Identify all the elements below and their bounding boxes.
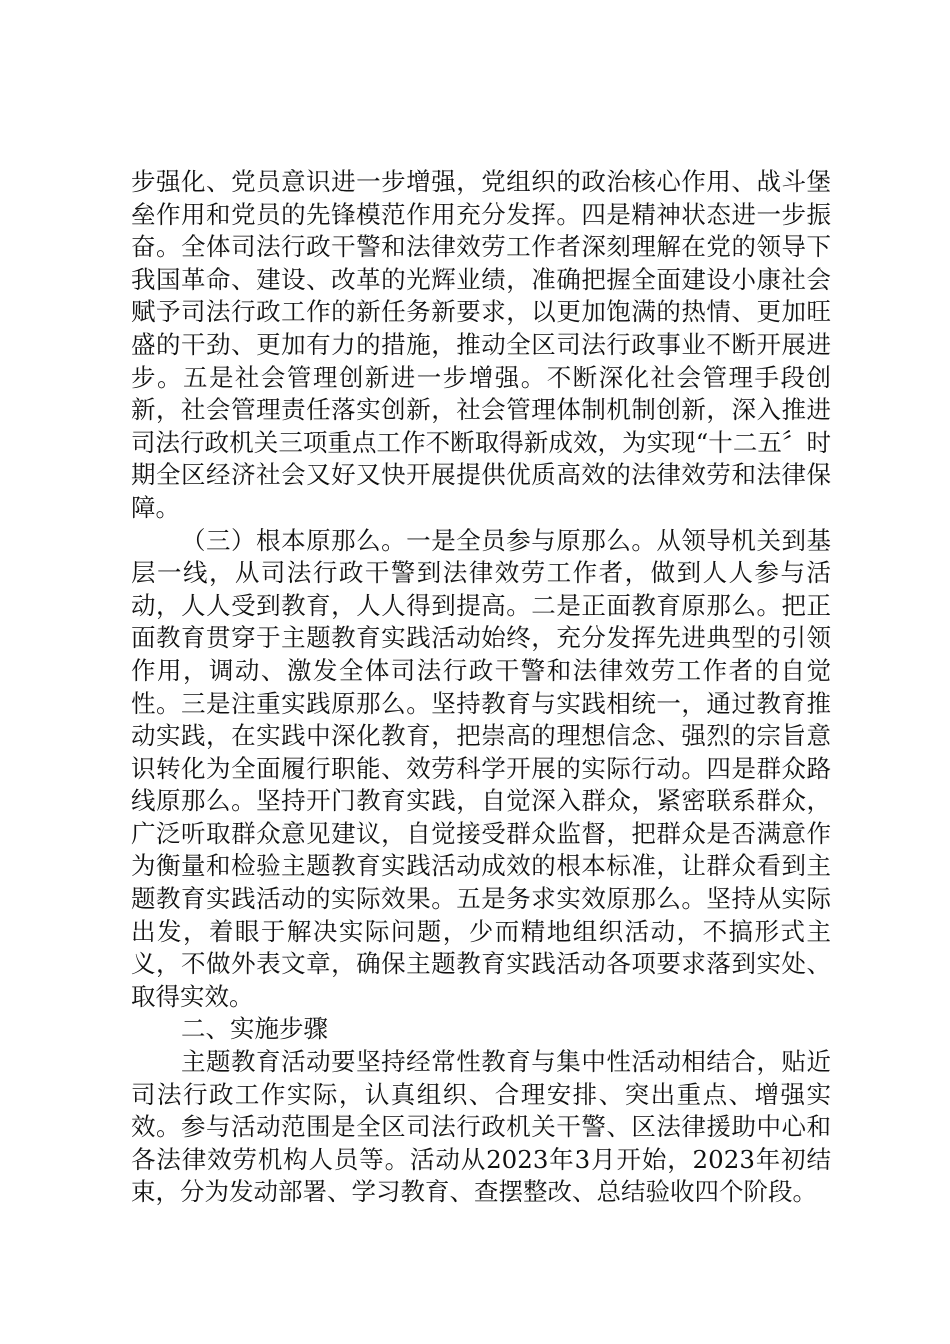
paragraph-continuation: 步强化、党员意识进一步增强，党组织的政治核心作用、战斗堡垒作用和党员的先锋模范作用充分发挥。四是精神状态进一步振奋。全体司法行政干警和法律效劳工作者深刻理解在党的领导下我国革命、建设、改革的光辉业绩，准确把握全面建设小康社会赋予司法行政工作的新任务新要求，以更加饱满的热情、更加旺盛的干劲、更加有力的措施，推动全区司法行政事业不断开展进步。五是社会管理创新进一步增强。不断深化社会管理手段创新，社会管理责任落实创新，社会管理体制机制创新，深入推进司法行政机关三项重点工作不断取得新成效，为实现“十二五〞时期全区经济社会又好又快开展提供优质高效的法律效劳和法律保障。 <box>131 167 831 522</box>
paragraph-implementation-overview: 主题教育活动要坚持经常性教育与集中性活动相结合，贴近司法行政工作实际，认真组织、合理安排、突出重点、增强实效。参与活动范围是全区司法行政机关干警、区法律援助中心和各法律效劳机构人员等。活动从2023年3月开始，2023年初结束，分为发动部署、学习教育、查摆整改、总结验收四个阶段。 <box>131 1047 831 1207</box>
paragraph-basic-principles: （三）根本原那么。一是全员参与原那么。从领导机关到基层一线，从司法行政干警到法律效劳工作者，做到人人参与活动，人人受到教育，人人得到提高。二是正面教育原那么。把正面教育贯穿于主题教育实践活动始终，充分发挥先进典型的引领作用，调动、激发全体司法行政干警和法律效劳工作者的自觉性。三是注重实践原那么。坚持教育与实践相统一，通过教育推动实践，在实践中深化教育，把崇高的理想信念、强烈的宗旨意识转化为全面履行职能、效劳科学开展的实际行动。四是群众路线原那么。坚持开门教育实践，自觉深入群众，紧密联系群众，广泛听取群众意见建议，自觉接受群众监督，把群众是否满意作为衡量和检验主题教育实践活动成效的根本标准，让群众看到主题教育实践活动的实际效果。五是务求实效原那么。坚持从实际出发，着眼于解决实际问题，少而精地组织活动，不搞形式主义，不做外表文章，确保主题教育实践活动各项要求落到实处、取得实效。 <box>131 525 831 1011</box>
document-page <box>131 166 831 1209</box>
section-heading-implementation-steps: 二、实施步骤 <box>181 1014 328 1044</box>
